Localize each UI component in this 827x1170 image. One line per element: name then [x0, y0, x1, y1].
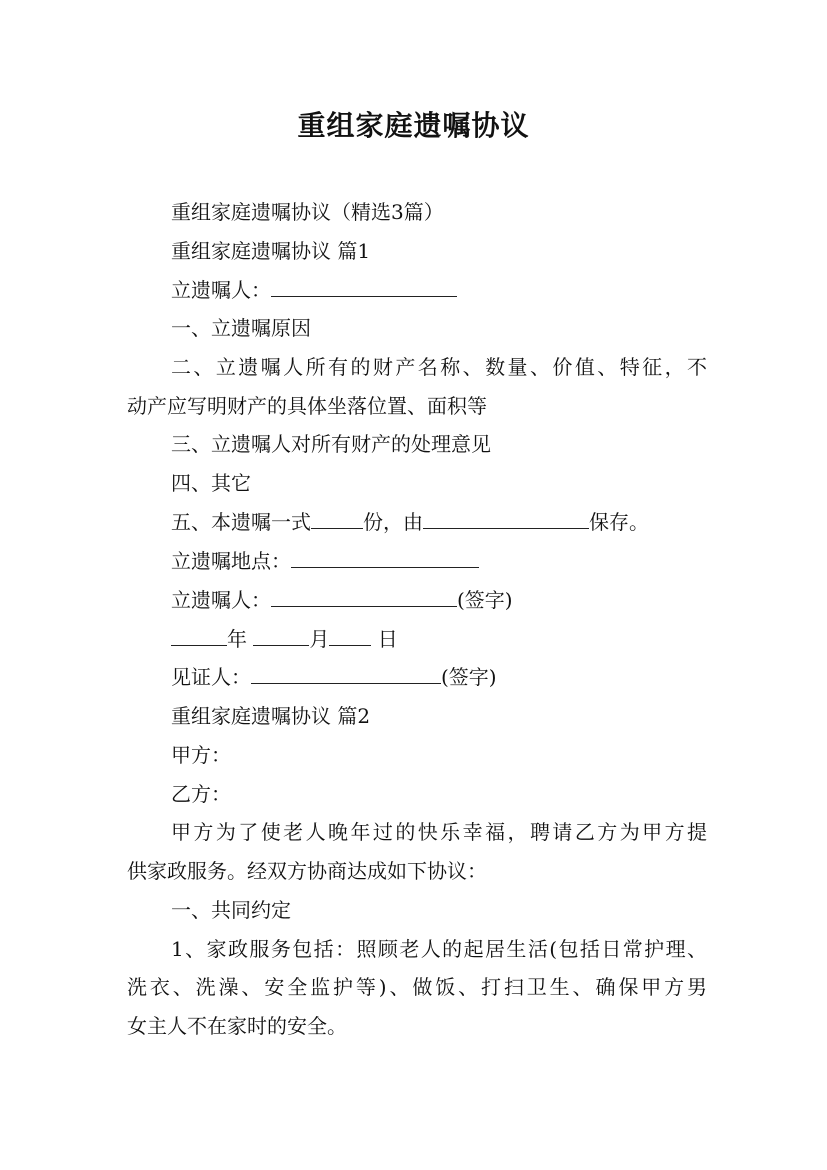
- month-label: 月: [309, 627, 330, 651]
- signature-label: 立遗嘱人：: [171, 588, 271, 612]
- testator-label: 立遗嘱人：: [171, 278, 271, 302]
- witness-label: 见证人：: [171, 665, 251, 689]
- signature-line: [127, 588, 751, 612]
- place-line: [127, 549, 751, 573]
- testator-blank: [271, 278, 457, 297]
- signature-blank: [271, 588, 457, 607]
- day-label: 日: [377, 627, 398, 651]
- witness-suffix: (签字): [441, 665, 497, 689]
- item-2-line-2: 动产应写明财产的具体坐落位置、面积等: [127, 394, 487, 418]
- place-label: 立遗嘱地点：: [171, 549, 291, 573]
- part2-heading: 重组家庭遗嘱协议 篇2: [171, 704, 371, 728]
- clause-1-line-2: 洗衣、洗澡、安全监护等)、做饭、打扫卫生、确保甲方男: [127, 975, 707, 999]
- para-1-line-1: 甲方为了使老人晚年过的快乐幸福，聘请乙方为甲方提: [171, 820, 707, 844]
- signature-suffix: (签字): [457, 588, 513, 612]
- item-5-suffix: 保存。: [589, 510, 649, 534]
- day-blank: [329, 627, 371, 646]
- section-1: 一、共同约定: [171, 898, 291, 922]
- place-blank: [291, 549, 479, 568]
- item-1: 一、立遗嘱原因: [171, 316, 311, 340]
- item-4: 四、其它: [171, 471, 251, 495]
- intro-line: 重组家庭遗嘱协议（精选3篇）: [171, 200, 444, 224]
- para-1-line-2: 供家政服务。经双方协商达成如下协议：: [127, 859, 487, 883]
- party-b: 乙方：: [171, 782, 231, 806]
- date-line: [127, 627, 751, 651]
- item-2-line-1: 二、立遗嘱人所有的财产名称、数量、价值、特征，不: [171, 355, 707, 379]
- item-5-line: [127, 510, 751, 534]
- year-label: 年: [227, 627, 247, 651]
- year-blank: [171, 627, 227, 646]
- item-5-middle: 份，由: [363, 510, 423, 534]
- item-3: 三、立遗嘱人对所有财产的处理意见: [171, 432, 491, 456]
- clause-1-line-1: 1、家政服务包括：照顾老人的起居生活(包括日常护理、: [171, 937, 707, 961]
- clause-1-line-3: 女主人不在家时的安全。: [127, 1014, 347, 1038]
- witness-line: [127, 665, 751, 689]
- document-title: 重组家庭遗嘱协议: [297, 109, 530, 142]
- copies-blank: [311, 510, 363, 529]
- month-blank: [253, 627, 309, 646]
- keeper-blank: [423, 510, 589, 529]
- item-5-prefix: 五、本遗嘱一式: [171, 510, 311, 534]
- witness-blank: [251, 665, 441, 684]
- party-a: 甲方：: [171, 743, 231, 767]
- testator-line: [127, 278, 751, 302]
- part1-heading: 重组家庭遗嘱协议 篇1: [171, 239, 371, 263]
